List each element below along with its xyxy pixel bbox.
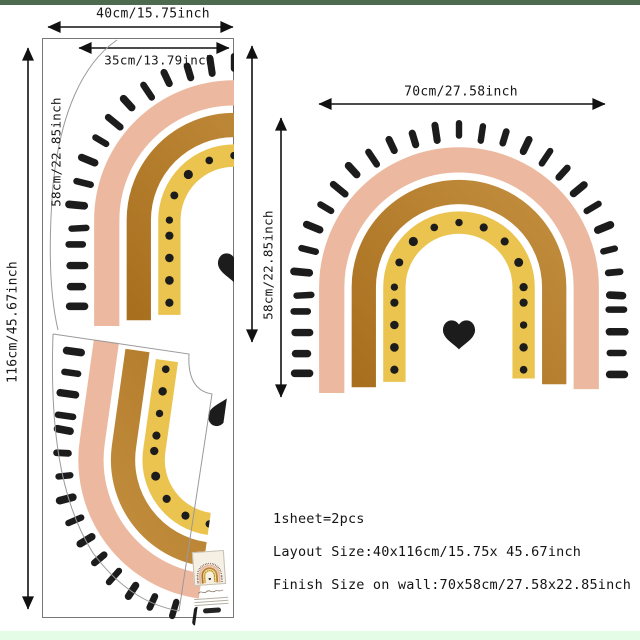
finished-rainbow-graphic — [289, 117, 629, 399]
wall-width-label: 70cm/27.58inch — [404, 84, 518, 100]
sheet-piece-left-half-rainbow — [64, 50, 234, 332]
note-finish-size: Finish Size on wall:70x58cm/27.58x22.85inch — [273, 577, 632, 593]
label-script-text — [196, 586, 225, 597]
note-layout-size: Layout Size:40x116cm/15.75x 45.67inch — [273, 544, 582, 560]
sheet-height-label: 116cm/45.67inch — [5, 261, 21, 383]
top-edge-strip — [0, 0, 640, 5]
sheet-width-label: 40cm/15.75inch — [96, 6, 210, 22]
bottom-edge-strip — [0, 631, 640, 640]
label-text-line — [195, 603, 229, 606]
label-barcode — [203, 607, 221, 613]
product-label — [187, 550, 233, 615]
note-sheet-pcs: 1sheet=2pcs — [273, 511, 365, 527]
wall-height-label: 58cm/22.85inch — [260, 210, 276, 320]
piece-height-label: 58cm/22.85inch — [48, 97, 64, 207]
label-thumbnail — [192, 550, 226, 586]
piece-width-label: 35cm/13.79inch — [104, 52, 214, 68]
layout-sheet — [42, 38, 234, 618]
label-rainbow-icon — [196, 561, 223, 585]
